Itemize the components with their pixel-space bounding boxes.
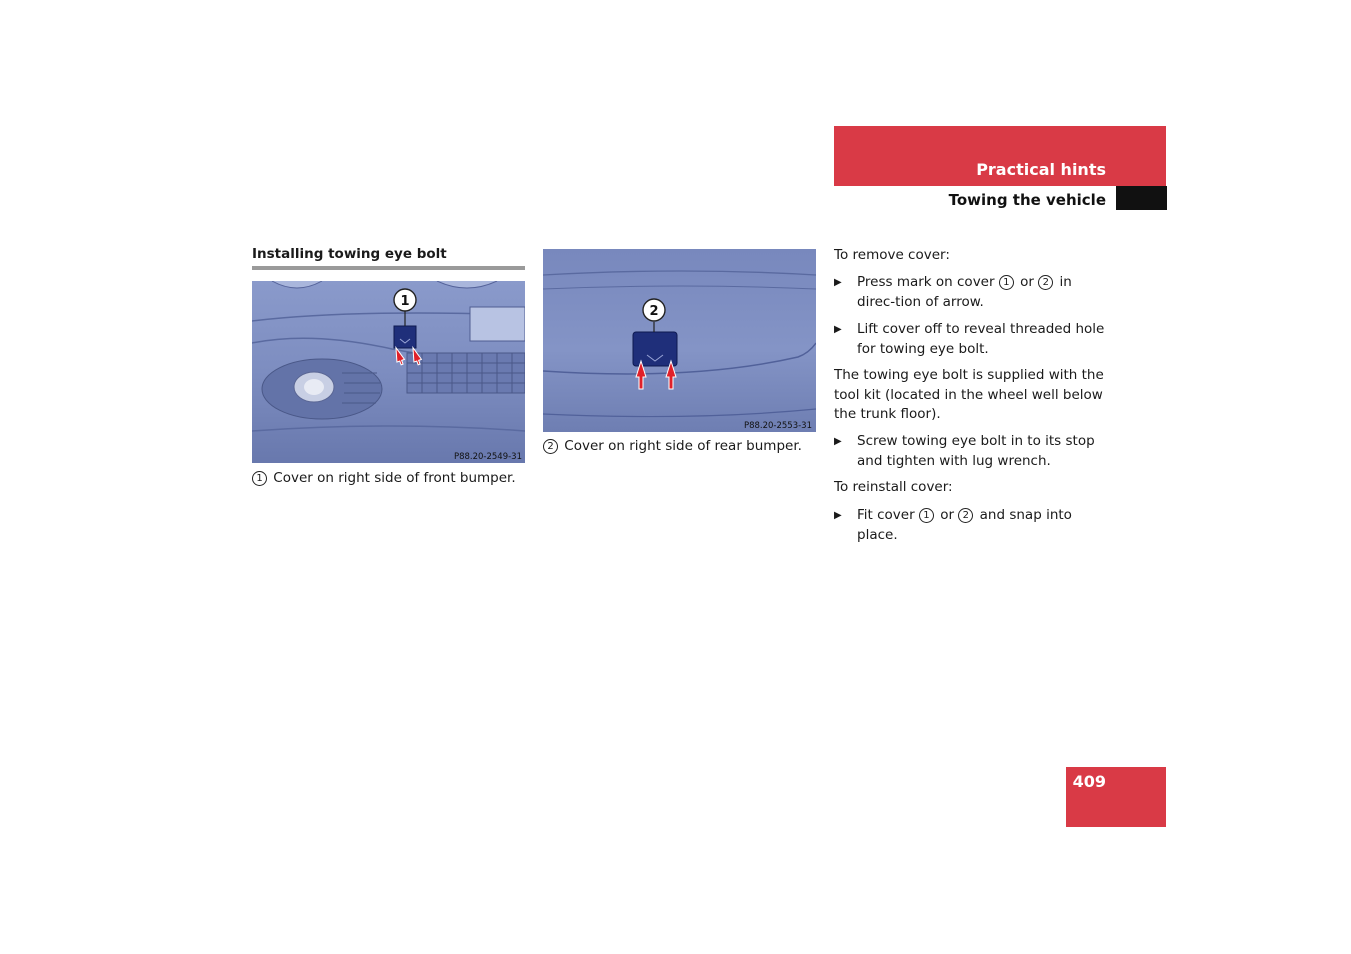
reinstall-cover-intro: To reinstall cover: — [834, 479, 953, 495]
caption-text: Cover on right side of rear bumper. — [564, 438, 802, 454]
front-bumper-illustration — [252, 281, 525, 463]
bullet-arrow-icon: ▶ — [834, 436, 842, 447]
subsection-title: Towing the vehicle — [948, 191, 1106, 209]
caption-marker: 2 — [543, 439, 558, 454]
step-lift-cover: ▶ Lift cover off to reveal threaded hole for towing eye bolt. — [834, 321, 1105, 357]
rear-bumper-caption — [543, 437, 833, 455]
bullet-arrow-icon: ▶ — [834, 324, 842, 335]
bullet-arrow-icon: ▶ — [834, 277, 842, 288]
cover-marker-1: 1 — [919, 508, 934, 523]
section-title: Practical hints — [976, 160, 1106, 179]
chapter-tab-marker — [1116, 186, 1167, 210]
rear-bumper-figure — [543, 249, 816, 432]
front-bumper-figure — [252, 281, 525, 463]
bullet-arrow-icon: ▶ — [834, 510, 842, 521]
remove-cover-intro: To remove cover: — [834, 247, 950, 263]
rear-bumper-illustration — [543, 249, 816, 432]
step-press-mark: ▶ Press mark on cover 1 or 2 in direc-tion of arrow. — [834, 274, 1072, 310]
heading-rule — [252, 266, 525, 270]
caption-text: Cover on right side of front bumper. — [273, 470, 516, 486]
figure-code: P88.20-2553-31 — [743, 421, 812, 431]
figure-code: P88.20-2549-31 — [453, 452, 522, 462]
callout-number: 1 — [400, 294, 410, 309]
cover-marker-1: 1 — [999, 275, 1014, 290]
front-bumper-caption — [252, 469, 542, 487]
page-number: 409 — [1072, 772, 1106, 791]
cover-marker-2: 2 — [958, 508, 973, 523]
callout-number: 2 — [649, 304, 659, 319]
cover-marker-2: 2 — [1038, 275, 1053, 290]
procedure-heading: Installing towing eye bolt — [252, 246, 447, 262]
supply-note: The towing eye bolt is supplied with the tool kit (located in the wheel well below the trunk floor). — [834, 367, 1104, 422]
step-screw-bolt: ▶ Screw towing eye bolt in to its stop and tighten with lug wrench. — [834, 433, 1095, 469]
caption-marker: 1 — [252, 471, 267, 486]
step-fit-cover: ▶ Fit cover 1 or 2 and snap into place. — [834, 507, 1072, 543]
